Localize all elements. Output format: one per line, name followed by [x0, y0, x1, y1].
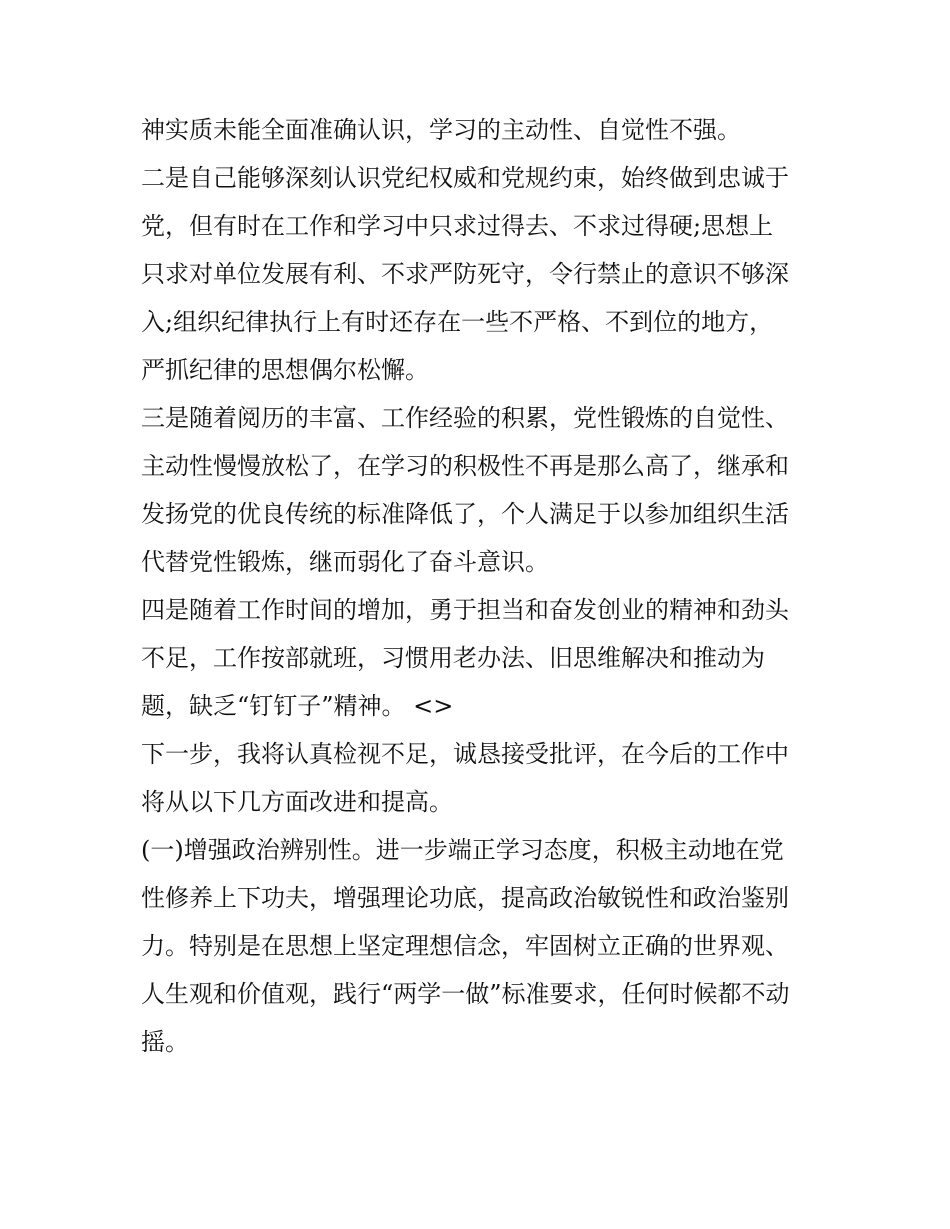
text-line-12: 不足，工作按部就班，习惯用老办法、旧思维解决和推动为	[141, 644, 765, 672]
text-line-18: 力。特别是在思想上坚定理想信念，牢固树立正确的世界观、	[141, 932, 789, 960]
text-line-1: 神实质未能全面准确认识，学习的主动性、自觉性不强。	[141, 116, 741, 144]
text-line-15: 将从以下几方面改进和提高。	[141, 788, 453, 816]
document-body	[141, 106, 831, 1066]
text-line-17: 性修养上下功夫，增强理论功底，提高政治敏锐性和政治鉴别	[141, 884, 789, 912]
text-line-16: (一)增强政治辨别性。进一步端正学习态度，积极主动地在党	[141, 836, 784, 864]
text-line-20: 摇。	[141, 1028, 189, 1056]
text-line-19: 人生观和价值观，践行“两学一做”标准要求，任何时候都不动	[141, 980, 790, 1008]
text-line-13: 题，缺乏“钉钉子”精神。 <>	[141, 692, 454, 720]
text-line-7: 三是随着阅历的丰富、工作经验的积累，党性锻炼的自觉性、	[141, 404, 789, 432]
text-line-14: 下一步，我将认真检视不足，诚恳接受批评，在今后的工作中	[141, 740, 789, 768]
text-line-2: 二是自己能够深刻认识党纪权威和党规约束，始终做到忠诚于	[141, 164, 789, 192]
text-line-5: 入;组织纪律执行上有时还存在一些不严格、不到位的地方，	[141, 308, 774, 336]
text-line-6: 严抓纪律的思想偶尔松懈。	[141, 356, 429, 384]
text-line-3: 党，但有时在工作和学习中只求过得去、不求过得硬;思想上	[141, 212, 774, 240]
text-line-11: 四是随着工作时间的增加，勇于担当和奋发创业的精神和劲头	[141, 596, 789, 624]
text-line-10: 代替党性锻炼，继而弱化了奋斗意识。	[141, 548, 549, 576]
text-line-4: 只求对单位发展有利、不求严防死守，令行禁止的意识不够深	[141, 260, 789, 288]
text-line-8: 主动性慢慢放松了，在学习的积极性不再是那么高了，继承和	[141, 452, 789, 480]
text-line-9: 发扬党的优良传统的标准降低了，个人满足于以参加组织生活	[141, 500, 789, 528]
